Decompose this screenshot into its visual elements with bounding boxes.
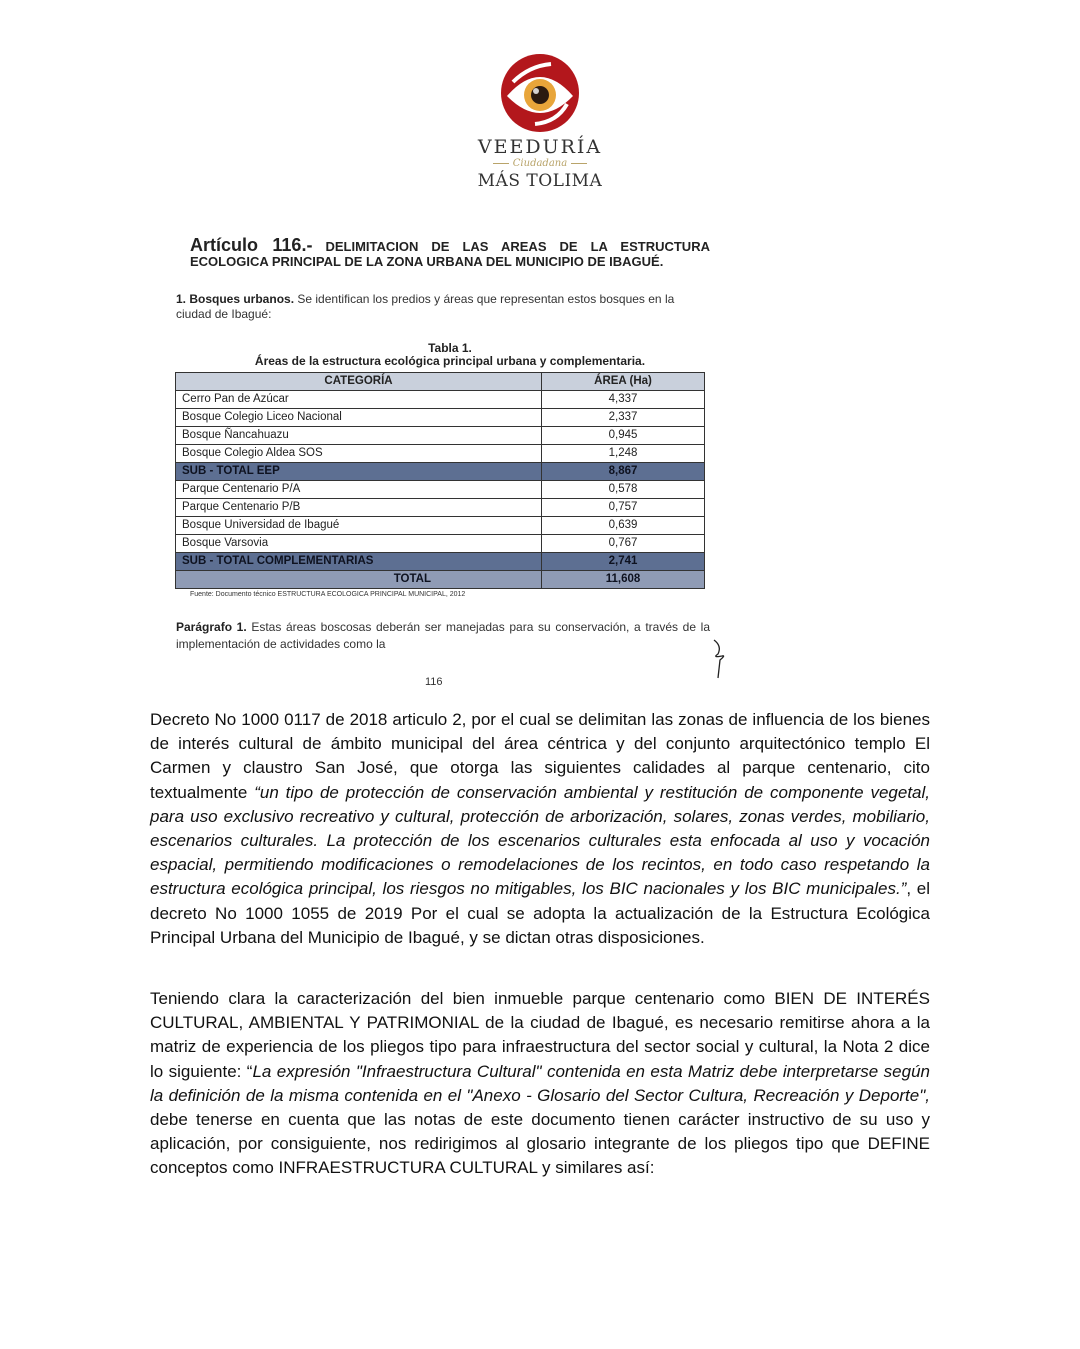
- brand-tagline: Ciudadana: [470, 158, 610, 169]
- row-area: 2,337: [542, 409, 705, 427]
- row-area: 0,639: [542, 517, 705, 535]
- eye-logo-icon: [499, 52, 581, 134]
- total-row: [176, 571, 705, 589]
- subtotal-row-eep: [176, 463, 705, 481]
- table-row: [176, 535, 705, 553]
- paragrafo-label: Parágrafo 1.: [176, 620, 247, 634]
- item-1-text: Se identifican los predios y áreas que representan estos bosques en la ciudad de Ibagué:: [176, 292, 675, 321]
- row-name: Parque Centenario P/A: [176, 481, 542, 499]
- item-1-label: 1. Bosques urbanos.: [176, 292, 295, 306]
- row-name: Bosque Colegio Aldea SOS: [176, 445, 542, 463]
- row-area: 0,757: [542, 499, 705, 517]
- row-name: Parque Centenario P/B: [176, 499, 542, 517]
- signature-mark-icon: [710, 636, 730, 680]
- row-area: 0,578: [542, 481, 705, 499]
- p2-text-start: Teniendo clara la caracterización del bien inmueble parque centenario como BIEN DE INTERÉS CULTURAL, AMBIENTAL Y PATRIMONIAL de la ciudad de Ibagué, es necesario remitirse ahora a la matriz de experiencia de los pliegos tipo para infraestructura del sector social y cultural, la Nota 2 dice lo siguiente: “: [150, 989, 930, 1081]
- p2-text-end: debe tenerse en cuenta que las notas de este documento tienen carácter instructivo de su uso y aplicación, por consiguiente, nos redirigimos al glosario integrante de los pliegos tipo que DEFINE conceptos como INFRAESTRUCTURA CULTURAL y similares así:: [150, 1110, 930, 1178]
- table-source: Fuente: Documento técnico ESTRUCTURA ECOLOGICA PRINCIPAL MUNICIPAL, 2012: [190, 591, 466, 598]
- total-label: TOTAL: [176, 571, 542, 589]
- table-row: [176, 499, 705, 517]
- paragrafo-text: Estas áreas boscosas deberán ser manejadas para su conservación, a través de la implementación de actividades como la: [176, 620, 710, 651]
- p1-text-start: Decreto No 1000 0117 de 2018 articulo 2, por el cual se delimitan las zonas de influencia de los bienes de interés cultural de ámbito municipal del área céntrica y del conjunto arquitectónico templo El Carmen y claustro San José, que otorga las siguientes calidades al parque centenario, cito textualmente: [150, 710, 930, 802]
- table-title: Tabla 1.: [428, 341, 472, 355]
- table-row: [176, 481, 705, 499]
- col-header-area: ÁREA (Ha): [542, 373, 705, 391]
- subtotal-row-complementarias: [176, 553, 705, 571]
- paragrafo-1: [176, 619, 710, 653]
- table-subtitle: Áreas de la estructura ecológica principal urbana y complementaria.: [254, 354, 646, 368]
- scanned-excerpt: [170, 236, 730, 696]
- row-name: Bosque Colegio Liceo Nacional: [176, 409, 542, 427]
- total-area: 11,608: [542, 571, 705, 589]
- article-item-1: [176, 292, 711, 322]
- table-row: [176, 517, 705, 535]
- row-area: 0,767: [542, 535, 705, 553]
- table-row: [176, 391, 705, 409]
- row-area: 4,337: [542, 391, 705, 409]
- page-number: 116: [425, 676, 443, 688]
- table-header-row: [176, 373, 705, 391]
- brand-region: MÁS TOLIMA: [477, 171, 603, 191]
- subtotal-area: 8,867: [542, 463, 705, 481]
- paragraph-decreto: [150, 708, 930, 950]
- logo: [470, 52, 610, 191]
- brand-name: VEEDURÍA: [477, 136, 603, 158]
- p2-quote: La expresión "Infraestructura Cultural" contenida en esta Matriz debe interpretarse según la definición de la misma contenida en el "Anexo - Glosario del Sector Cultura, Recreación y Deporte",: [150, 1061, 930, 1105]
- col-header-category: CATEGORÍA: [176, 373, 542, 391]
- table-row: [176, 445, 705, 463]
- paragraph-caracterizacion: [150, 987, 930, 1181]
- subtotal-label: SUB - TOTAL EEP: [176, 463, 542, 481]
- p1-text-end: , el decreto No 1000 1055 de 2019 Por el cual se adopta la actualización de la Estructura Ecológica Principal Urbana del Municipio de Ibagué, y se dictan otras disposiciones.: [150, 879, 930, 947]
- article-heading: [190, 235, 710, 269]
- p1-quote: “un tipo de protección de conservación ambiental y restitución de componente vegetal, para uso exclusivo recreativo y cultural, protección de arborización, solares, zonas verdes, mobiliario, escenarios culturales. La protección de los escenarios culturales esta enfocada al uso y vocación espacial, permitiendo modificaciones o remodelaciones de los recintos, en todo caso respetando la estructura ecológica principal, los riesgos no mitigables, los BIC nacionales y los BIC municipales.”: [150, 782, 930, 899]
- article-number: Artículo 116.-: [190, 235, 313, 255]
- row-name: Bosque Universidad de Ibagué: [176, 517, 542, 535]
- table-row: [176, 409, 705, 427]
- row-name: Bosque Ñancahuazu: [176, 427, 542, 445]
- row-area: 0,945: [542, 427, 705, 445]
- table-caption: [170, 342, 730, 368]
- article-title: DELIMITACION DE LAS AREAS DE LA ESTRUCTURA ECOLOGICA PRINCIPAL DE LA ZONA URBANA DEL MUNICIPIO DE IBAGUÉ.: [190, 239, 710, 269]
- subtotal-label: SUB - TOTAL COMPLEMENTARIAS: [176, 553, 542, 571]
- areas-table: [175, 372, 705, 589]
- table-row: [176, 427, 705, 445]
- row-name: Bosque Varsovia: [176, 535, 542, 553]
- row-name: Cerro Pan de Azúcar: [176, 391, 542, 409]
- row-area: 1,248: [542, 445, 705, 463]
- subtotal-area: 2,741: [542, 553, 705, 571]
